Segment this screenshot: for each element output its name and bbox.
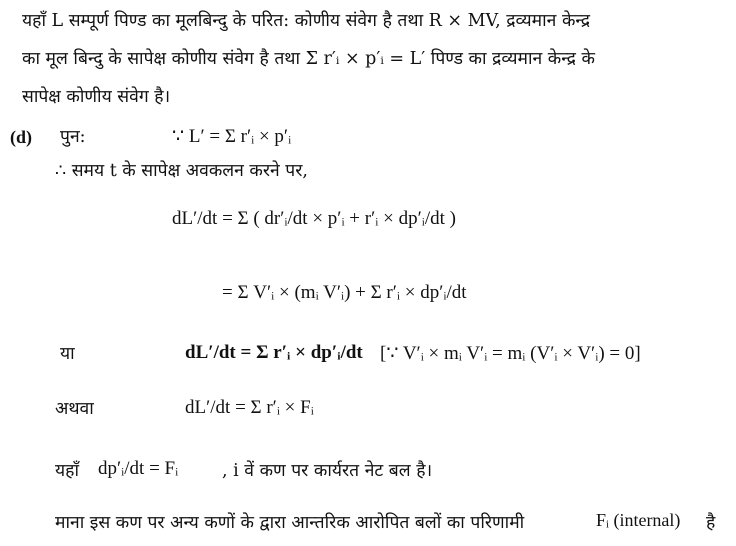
para1-line3: सापेक्ष कोणीय संवेग है।	[22, 87, 171, 107]
equation-5: dL′/dt = Σ r′ᵢ × Fᵢ	[185, 397, 314, 418]
differentiate-text: ∴ समय t के सापेक्ष अवकलन करने पर,	[55, 161, 308, 181]
para1-line1: यहाँ L सम्पूर्ण पिण्ड का मूलबिन्दु के परित: कोणीय संवेग है तथा R × MV, द्रव्यमान केन्द्र	[22, 11, 591, 31]
equation-4: dL′/dt = Σ r′ᵢ × dp′ᵢ/dt	[185, 342, 363, 363]
equation-1: ∵ L′ = Σ r′ᵢ × p′ᵢ	[172, 126, 292, 147]
equation-4-reason: [∵ V′ᵢ × mᵢ V′ᵢ = mᵢ (V′ᵢ × V′ᵢ) = 0]	[380, 343, 641, 364]
where-prefix: यहाँ	[55, 461, 79, 481]
orelse-label: अथवा	[55, 399, 94, 419]
equation-2: dL′/dt = Σ ( dr′ᵢ/dt × p′ᵢ + r′ᵢ × dp′ᵢ/dt )	[172, 208, 456, 229]
last-line-text: माना इस कण पर अन्य कणों के द्वारा आन्तरिक आरोपित बलों का परिणामी	[55, 513, 525, 533]
last-end: है	[706, 513, 716, 533]
equation-3: = Σ V′ᵢ × (mᵢ V′ᵢ) + Σ r′ᵢ × dp′ᵢ/dt	[222, 282, 467, 303]
again-label: पुन:	[60, 127, 86, 147]
last-symbol: Fᵢ (internal)	[596, 510, 681, 530]
where-equation: dp′ᵢ/dt = Fᵢ	[98, 458, 179, 479]
para1-line2: का मूल बिन्दु के सापेक्ष कोणीय संवेग है तथा Σ r′ᵢ × p′ᵢ = L′ पिण्ड का द्रव्यमान केन्द्र के	[22, 49, 595, 69]
part-label: (d)	[10, 127, 32, 147]
where-text: , i वें कण पर कार्यरत नेट बल है।	[222, 461, 433, 481]
or-label: या	[60, 344, 75, 364]
